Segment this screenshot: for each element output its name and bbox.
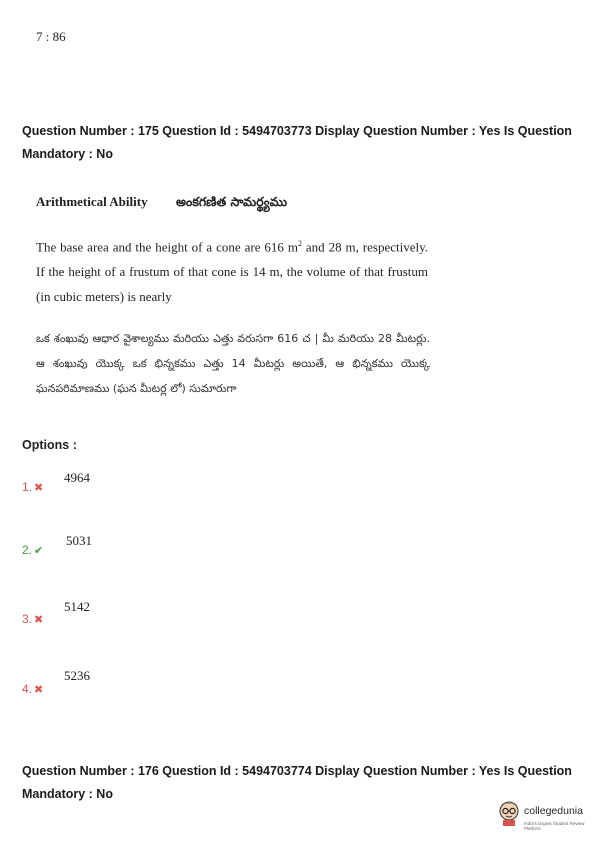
option-1-value: 4964 — [64, 470, 90, 485]
correct-check-icon: ✔ — [34, 545, 44, 557]
previous-answer-value: 7 : 86 — [36, 29, 66, 44]
option-2-number — [22, 543, 43, 557]
option-3-value: 5142 — [64, 599, 90, 614]
question-stem-telugu: ఒక శంఖువు ఆధార వైశాల్యము మరియు ఎత్తు వరుసగా 616 చ | మీ మరియు 28 మీటర్లు. ఆ శంఖువు యొక్క ఒక భిన్నకము ఎత్తు 14 మీటర్లు అయితే, ఆ భిన్నకము యొక్క ఘనపరిమాణము (ఘన మీటర్ల లో) సుమారుగా — [36, 332, 430, 395]
option-4-value: 5236 — [64, 668, 90, 683]
question-175-header — [22, 120, 582, 166]
option-4-index: 4. — [22, 682, 33, 696]
subject-english: Arithmetical Ability — [36, 194, 148, 209]
question-175-header-line2: Mandatory : No — [22, 147, 113, 161]
wrong-mark-icon: ✖ — [34, 614, 44, 626]
option-3-number — [22, 612, 43, 626]
wrong-mark-icon: ✖ — [34, 684, 44, 696]
option-2-index: 2. — [22, 543, 33, 557]
option-1-index: 1. — [22, 480, 33, 494]
logo-name: collegedunia — [524, 805, 583, 817]
option-4-number — [22, 682, 43, 696]
question-176-header-line2: Mandatory : No — [22, 787, 113, 801]
square-superscript: 2 — [297, 239, 302, 248]
subject-telugu: అంకగణిత సామర్థ్యము — [176, 194, 288, 209]
logo-tagline: India's largest Student Review Platform — [524, 821, 585, 831]
question-176-header-line1: Question Number : 176 Question Id : 5494703774 Display Question Number : Yes Is Question — [22, 764, 572, 778]
question-stem-english-part2: and 28 m, respectively. If the height of a frustum of that cone is 14 m, the volume of that frustum (in cubic meters) is nearly — [36, 239, 428, 305]
mascot-logo-icon — [498, 800, 520, 826]
question-stem-english — [36, 231, 428, 309]
question-stem-english-part1: The base area and the height of a cone are 616 m — [36, 239, 298, 255]
question-175-header-line1: Question Number : 175 Question Id : 5494703773 Display Question Number : Yes Is Question — [22, 124, 572, 138]
option-1-number — [22, 480, 43, 494]
wrong-mark-icon: ✖ — [34, 482, 44, 494]
option-2-value: 5031 — [66, 533, 92, 548]
option-3-index: 3. — [22, 612, 33, 626]
options-label: Options : — [22, 438, 77, 452]
